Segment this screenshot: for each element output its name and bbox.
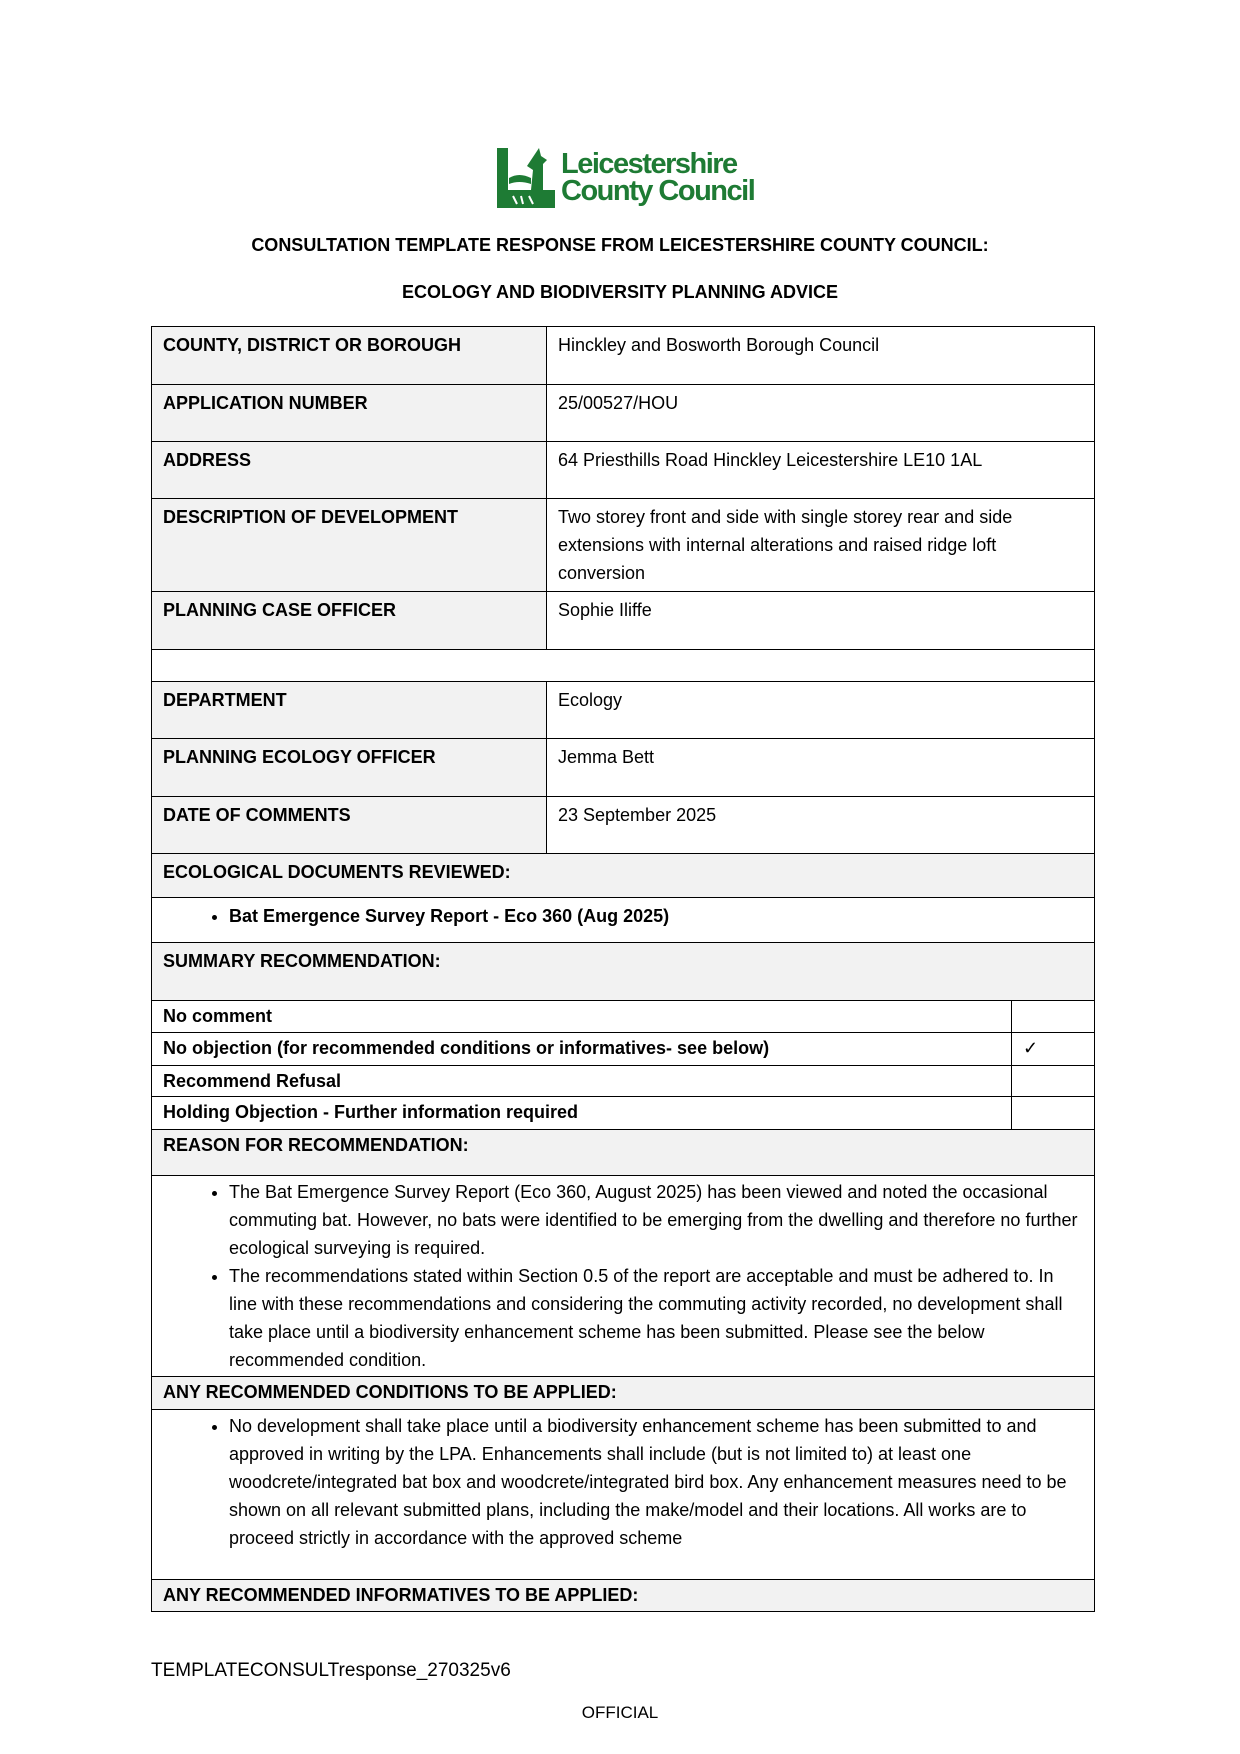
row-value: Sophie Iliffe: [547, 592, 1095, 650]
option-row: [152, 1097, 1095, 1130]
row-label: COUNTY, DISTRICT OR BOROUGH: [152, 327, 547, 385]
table-row: [152, 797, 1095, 854]
option-label: Holding Objection - Further information required: [152, 1097, 1012, 1130]
fox-logo-icon: [497, 148, 555, 208]
table-row: [152, 592, 1095, 650]
docs-heading: ECOLOGICAL DOCUMENTS REVIEWED:: [152, 854, 1095, 898]
list-item: • The Bat Emergence Survey Report (Eco 360, August 2025) has been viewed and noted the occasional commuting bat. However, no bats were identified to be emerging from the dwelling and therefore no further ecological surveying is required.: [229, 1178, 1083, 1262]
option-checkbox[interactable]: [1012, 1001, 1095, 1033]
option-row: [152, 1033, 1095, 1066]
row-label: APPLICATION NUMBER: [152, 385, 547, 442]
option-row: [152, 1001, 1095, 1033]
summary-heading: SUMMARY RECOMMENDATION:: [152, 943, 1095, 1001]
row-value: Ecology: [547, 682, 1095, 739]
row-label: DEPARTMENT: [152, 682, 547, 739]
template-reference: TEMPLATECONSULTresponse_270325v6: [151, 1660, 511, 1681]
reason-list: [152, 1176, 1095, 1377]
table-row: [152, 327, 1095, 385]
consultation-table: [151, 326, 1095, 1612]
row-value: 64 Priesthills Road Hinckley Leicestershire LE10 1AL: [547, 442, 1095, 499]
logo-line-2: County Council: [561, 175, 755, 207]
option-label: Recommend Refusal: [152, 1066, 1012, 1097]
logo-line-1: Leicestershire: [561, 148, 737, 180]
reason-heading: REASON FOR RECOMMENDATION:: [152, 1130, 1095, 1176]
conditions-list: [152, 1410, 1095, 1580]
table-row: [152, 385, 1095, 442]
row-value: Jemma Bett: [547, 739, 1095, 797]
list-item: • No development shall take place until a biodiversity enhancement scheme has been submitted to and approved in writing by the LPA. Enhancements shall include (but is not limited to) at least one woodcrete/integrated bat box and woodcrete/integrated bird box. Any enhancement measures need to be shown on all relevant submitted plans, including the make/model and their locations. All works are to proceed strictly in accordance with the approved scheme: [229, 1412, 1083, 1552]
row-label: DATE OF COMMENTS: [152, 797, 547, 854]
row-value: Two storey front and side with single storey rear and side extensions with internal alterations and raised ridge loft conversion: [547, 499, 1095, 592]
row-value: Hinckley and Bosworth Borough Council: [547, 327, 1095, 385]
row-label: DESCRIPTION OF DEVELOPMENT: [152, 499, 547, 592]
list-item: • The recommendations stated within Section 0.5 of the report are acceptable and must be adhered to. In line with these recommendations and considering the commuting activity recorded, no development shall take place until a biodiversity enhancement scheme has been submitted. Please see the below recommended condition.: [229, 1262, 1083, 1374]
docs-list: [152, 898, 1095, 943]
option-row: [152, 1066, 1095, 1097]
document-title: CONSULTATION TEMPLATE RESPONSE FROM LEICESTERSHIRE COUNTY COUNCIL:: [251, 235, 989, 255]
document-subtitle: ECOLOGY AND BIODIVERSITY PLANNING ADVICE: [401, 282, 839, 302]
informatives-heading: ANY RECOMMENDED INFORMATIVES TO BE APPLIED:: [152, 1580, 1095, 1612]
option-label: No comment: [152, 1001, 1012, 1033]
row-value: 25/00527/HOU: [547, 385, 1095, 442]
table-row: [152, 499, 1095, 592]
row-label: ADDRESS: [152, 442, 547, 499]
table-row: [152, 739, 1095, 797]
spacer-row: [152, 650, 1095, 682]
conditions-heading: ANY RECOMMENDED CONDITIONS TO BE APPLIED:: [152, 1377, 1095, 1410]
classification-label: OFFICIAL: [581, 1703, 659, 1722]
option-label: No objection (for recommended conditions or informatives- see below): [152, 1033, 1012, 1066]
row-value: 23 September 2025: [547, 797, 1095, 854]
table-row: [152, 442, 1095, 499]
table-row: [152, 682, 1095, 739]
row-label: PLANNING ECOLOGY OFFICER: [152, 739, 547, 797]
option-checkbox[interactable]: [1012, 1097, 1095, 1130]
option-checkbox[interactable]: ✓: [1012, 1033, 1095, 1066]
option-checkbox[interactable]: [1012, 1066, 1095, 1097]
council-logo: [497, 148, 754, 208]
list-item: • Bat Emergence Survey Report - Eco 360 (Aug 2025): [229, 902, 1083, 930]
row-label: PLANNING CASE OFFICER: [152, 592, 547, 650]
